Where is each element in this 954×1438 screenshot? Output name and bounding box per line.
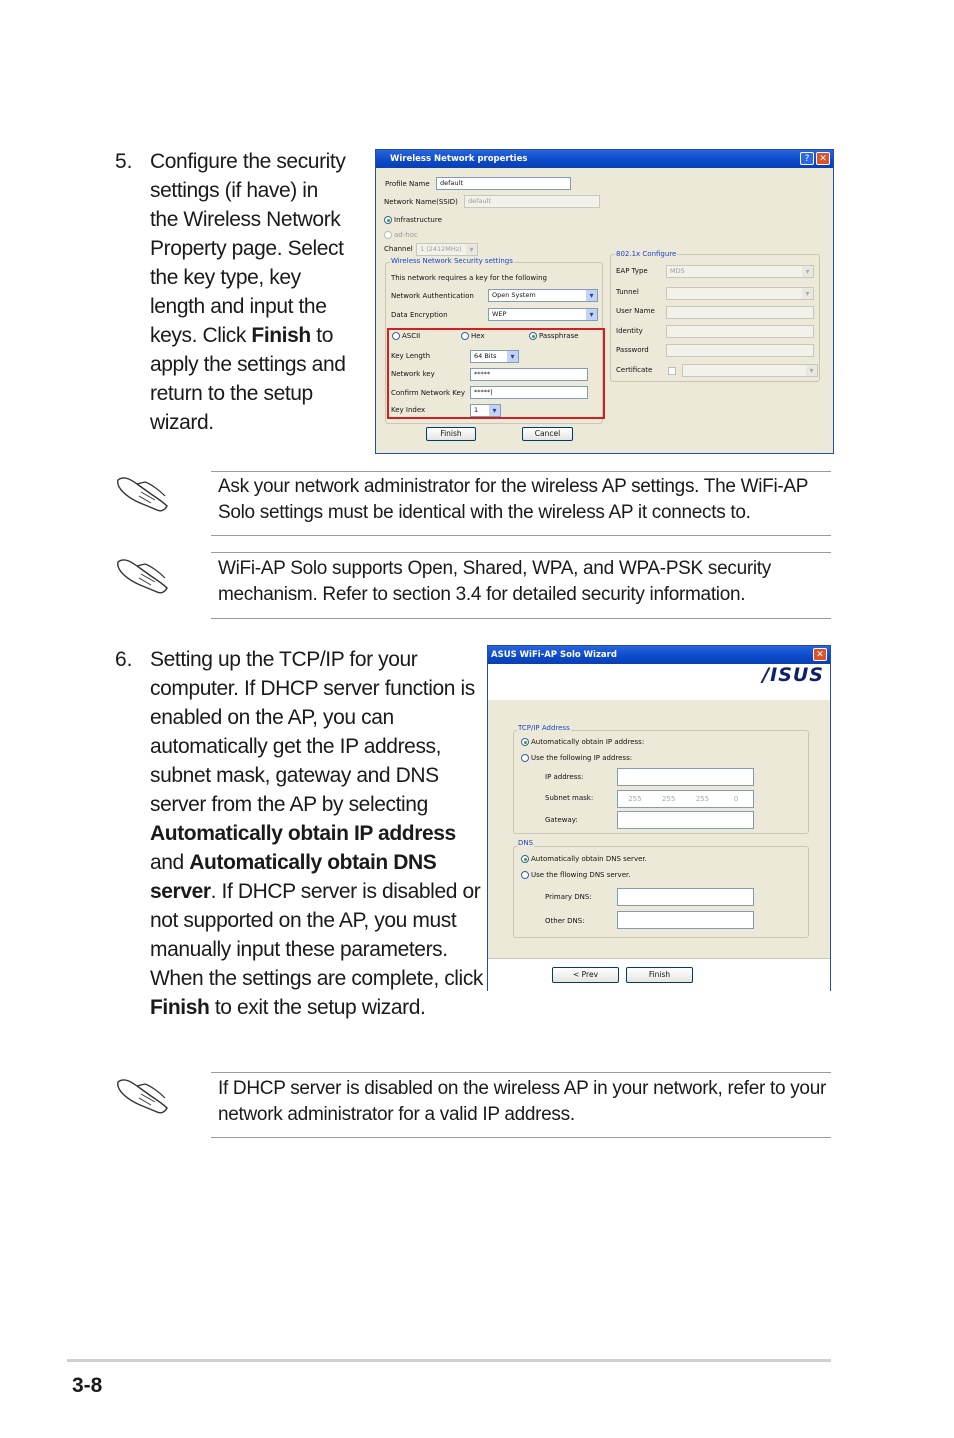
auto-dns-radio[interactable] [521, 855, 529, 863]
tunnel-select[interactable] [666, 287, 814, 300]
primary-dns-label: Primary DNS: [545, 893, 592, 901]
network-auth-label: Network Authentication [391, 292, 474, 300]
password-input[interactable] [666, 344, 814, 357]
page-number: 3-8 [72, 1374, 103, 1397]
tunnel-label: Tunnel [616, 288, 639, 296]
wizard-title: ASUS WiFi-AP Solo Wizard [491, 650, 617, 660]
hex-radio[interactable] [461, 332, 469, 340]
eap-type-label: EAP Type [616, 267, 648, 275]
password-label: Password [616, 346, 649, 354]
channel-label: Channel [384, 245, 413, 253]
network-auth-select[interactable]: Open System ▾ [488, 289, 598, 302]
manual-ip-radio[interactable] [521, 754, 529, 762]
tcpip-group-title: TCP/IP Address [518, 724, 570, 732]
step-6-bold-finish: Finish [150, 996, 210, 1019]
wizard-titlebar [488, 646, 830, 664]
note-2-top-rule [211, 552, 831, 553]
subnet-mask-input[interactable] [617, 790, 754, 808]
ascii-radio[interactable] [392, 332, 400, 340]
note-1-bottom-rule [211, 535, 831, 536]
primary-dns-input[interactable] [617, 888, 754, 906]
manual-dns-label: Use the fllowing DNS server. [531, 871, 631, 879]
profile-name-label: Profile Name [385, 180, 430, 188]
manual-ip-label: Use the following IP address: [531, 754, 633, 762]
note-hand-icon [115, 472, 171, 514]
certificate-checkbox[interactable] [668, 367, 676, 375]
step-6-text-b: and [150, 851, 190, 874]
step-6-text-d: to exit the setup wizard. [209, 996, 426, 1019]
other-dns-label: Other DNS: [545, 917, 585, 925]
network-key-input[interactable]: ***** [470, 368, 588, 381]
note-1-text: Ask your network administrator for the wireless AP settings. The WiFi-AP Solo settings must be identical with the wireless AP it connects to. [218, 476, 808, 523]
wireless-network-properties-dialog [375, 149, 834, 454]
passphrase-label: Passphrase [539, 332, 579, 340]
ascii-label: ASCII [402, 332, 421, 340]
wizard-finish-button[interactable]: Finish [626, 967, 693, 983]
note-2-bottom-rule [211, 618, 831, 619]
key-length-select[interactable]: 64 Bits ▾ [470, 350, 519, 363]
help-icon[interactable]: ? [800, 152, 814, 165]
subnet-octet-3: 255 [695, 795, 710, 803]
ip-address-label: IP address: [545, 773, 584, 781]
auto-ip-radio[interactable] [521, 738, 529, 746]
infrastructure-label: Infrastructure [394, 216, 442, 224]
step-6-bold-auto-dns: Automatically obtain DNS server [150, 851, 437, 903]
note-hand-icon [115, 554, 171, 596]
subnet-octet-1: 255 [628, 795, 642, 803]
profile-name-input[interactable]: default [436, 177, 571, 190]
subnet-octet-2: 255 [661, 795, 676, 803]
dns-group-title: DNS [518, 839, 534, 847]
step-6-bold-auto-ip: Automatically obtain IP address [150, 822, 456, 845]
data-encryption-label: Data Encryption [391, 311, 448, 319]
identity-input[interactable] [666, 325, 814, 338]
footer-rule [67, 1359, 831, 1362]
confirm-key-label: Confirm Network Key [391, 389, 465, 397]
ip-address-input[interactable] [617, 768, 754, 786]
adhoc-label: ad-hoc [394, 231, 418, 239]
step-5-number: 5. [115, 150, 133, 173]
asus-wizard-dialog [487, 645, 831, 991]
cancel-button[interactable]: Cancel [522, 427, 573, 441]
ssid-input[interactable]: default [464, 195, 600, 208]
note-3-text: If DHCP server is disabled on the wireless AP in your network, refer to your network administrator for a valid IP address. [218, 1078, 826, 1125]
step-6-text [150, 645, 485, 1022]
key-length-label: Key Length [391, 352, 431, 360]
note-3-top-rule [211, 1072, 831, 1073]
8021x-title: 802.1x Configure [616, 250, 677, 258]
adhoc-radio[interactable] [384, 231, 392, 239]
identity-label: Identity [616, 327, 643, 335]
auto-dns-label: Automatically obtain DNS server. [531, 855, 647, 863]
manual-dns-radio[interactable] [521, 871, 529, 879]
confirm-key-input[interactable]: *****| [470, 386, 588, 399]
note-1-top-rule [211, 471, 831, 472]
subnet-octet-4: 0 [733, 795, 739, 803]
note-2-text: WiFi-AP Solo supports Open, Shared, WPA, and WPA-PSK security mechanism. Refer to section 3.4 for detailed security information. [218, 558, 771, 605]
key-index-select[interactable]: 1 ▾ [470, 404, 501, 417]
channel-select[interactable]: 1 (2412MHz) ▾ [416, 243, 478, 256]
certificate-label: Certificate [616, 366, 653, 374]
auto-ip-label: Automatically obtain IP address: [531, 738, 645, 746]
dialog-titlebar [376, 150, 833, 168]
gateway-label: Gateway: [545, 816, 578, 824]
hex-label: Hex [471, 332, 485, 340]
user-name-input[interactable] [666, 306, 814, 319]
passphrase-radio[interactable] [529, 332, 537, 340]
network-key-label: Network key [391, 370, 435, 378]
prev-button[interactable]: < Prev [552, 967, 619, 983]
asus-logo: /ISUS [762, 664, 824, 686]
data-encryption-select[interactable]: WEP ▾ [488, 308, 598, 321]
finish-button[interactable]: Finish [426, 427, 476, 441]
step-5-bold-finish: Finish [251, 324, 311, 347]
key-index-label: Key Index [391, 406, 426, 414]
requires-key-text: This network requires a key for the following [391, 274, 547, 282]
security-settings-title: Wireless Network Security settings [391, 257, 513, 265]
infrastructure-radio[interactable] [384, 216, 392, 224]
step-5-text-b: to apply the settings and return to the setup wizard. [150, 324, 346, 434]
user-name-label: User Name [616, 307, 655, 315]
step-6-number: 6. [115, 648, 133, 671]
gateway-input[interactable] [617, 811, 754, 829]
other-dns-input[interactable] [617, 911, 754, 929]
step-6-text-a: Setting up the TCP/IP for your computer. If DHCP server function is enabled on the AP, you can automatically get the IP address, subnet mask, gateway and DNS server from the AP by selecting [150, 648, 475, 816]
dialog-title: Wireless Network properties [390, 154, 528, 164]
step-5-text-a: Configure the security settings (if have) in the Wireless Network Property page. Select the key type, key length and input the keys. Click [150, 150, 346, 347]
close-icon[interactable]: ✕ [813, 648, 827, 661]
note-hand-icon [115, 1074, 171, 1116]
eap-type-select[interactable]: MD5 ▾ [666, 265, 814, 278]
ssid-label: Network Name(SSID) [384, 198, 458, 206]
close-icon[interactable]: ✕ [816, 152, 830, 165]
note-3-bottom-rule [211, 1137, 831, 1138]
step-6-text-c: . If DHCP server is disabled or not supported on the AP, you must manually input these parameters. When the settings are complete, click [150, 880, 484, 990]
subnet-mask-label: Subnet mask: [545, 794, 594, 802]
certificate-select[interactable] [682, 364, 818, 377]
step-5-text [150, 147, 350, 437]
